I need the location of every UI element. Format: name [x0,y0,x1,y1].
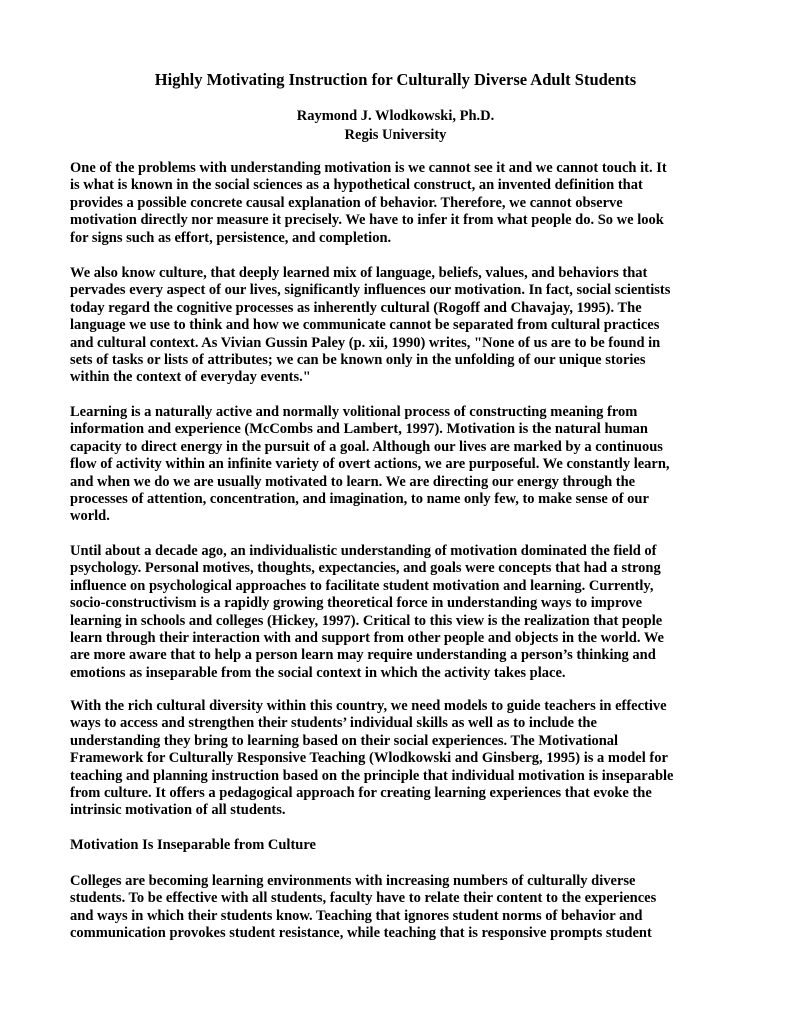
text-line: socio-constructivism is a rapidly growing theoretical force in understanding ways to improve [70,595,643,612]
text-line: students. To be effective with all students, faculty have to relate their content to the experiences [70,890,657,907]
text-line: for signs such as effort, persistence, and completion. [70,229,392,246]
text-line: understanding they bring to learning based on their social experiences. The Motivational [70,732,619,749]
document-title: Highly Motivating Instruction for Culturally Diverse Adult Students [154,70,637,89]
text-line: learn through their interaction with and support from other people and objects in the world. We [70,630,664,647]
text-line: and when we do we are usually motivated to learn. We are directing our energy through the [70,473,636,490]
text-line: information and experience (McCombs and Lambert, 1997). Motivation is the natural human [70,421,648,438]
text-line: sets of tasks or lists of attributes; we can be known only in the unfolding of our unique stories [70,352,646,369]
text-line: and cultural context. As Vivian Gussin Paley (p. xii, 1990) writes, "None of us are to be found in [70,334,661,351]
text-line: within the context of everyday events." [70,369,311,386]
text-line: capacity to direct energy in the pursuit of a goal. Although our lives are marked by a continuous [70,438,663,455]
text-line: Learning is a naturally active and normally volitional process of constructing meaning from [70,404,638,420]
text-line: and ways in which their students know. Teaching that ignores student norms of behavior and [70,907,643,924]
text-line: pervades every aspect of our lives, significantly influences our motivation. In fact, social scientists [70,282,671,299]
author-name: Raymond J. Wlodkowski, Ph.D. [296,108,495,124]
text-line: psychology. Personal motives, thoughts, expectancies, and goals were concepts that had a strong [70,560,661,577]
text-line: With the rich cultural diversity within this country, we need models to guide teachers in effective [70,698,667,714]
text-line: from culture. It offers a pedagogical approach for creating learning experiences that evoke the [70,785,652,802]
text-line: today regard the cognitive processes as inherently cultural (Rogoff and Chavajay, 1995). The [70,299,642,316]
text-line: Colleges are becoming learning environments with increasing numbers of culturally diverse [70,873,636,889]
text-line: We also know culture, that deeply learned mix of language, beliefs, values, and behaviors that [70,265,648,281]
text-line: communication provokes student resistance, while teaching that is responsive prompts student [70,925,652,942]
paragraph [70,543,740,682]
text-line: emotions as inseparable from the social context in which the activity takes place. [70,664,566,681]
paragraph [70,265,740,387]
text-line: processes of attention, concentration, and imagination, to name only few, to make sense of our [70,491,649,508]
text-line: ways to access and strengthen their students’ individual skills as well as to include the [70,715,597,732]
text-line: intrinsic motivation of all students. [70,802,286,819]
author-affiliation: Regis University [344,127,447,143]
text-line: provides a possible concrete causal explanation of behavior. Therefore, we cannot observe [70,194,623,211]
text-line: teaching and planning instruction based on the principle that individual motivation is inseparable [70,767,674,784]
author-block [0,107,791,145]
text-line: influence on psychological approaches to facilitate student motivation and learning. Currently, [70,577,654,594]
paragraph [70,698,740,820]
text-line: world. [70,508,110,525]
paragraph [70,160,740,247]
section-heading: Motivation Is Inseparable from Culture [70,837,316,853]
text-line: Until about a decade ago, an individualistic understanding of motivation dominated the field of [70,543,657,559]
text-line: motivation directly nor measure it precisely. We have to infer it from what people do. So we look [70,212,664,229]
text-line: language we use to think and how we communicate cannot be separated from cultural practices [70,317,660,334]
text-line: flow of activity within an infinite variety of overt actions, we are purposeful. We constantly learn, [70,456,670,473]
text-line: One of the problems with understanding motivation is we cannot see it and we cannot touch it. It [70,160,667,176]
text-line: Framework for Culturally Responsive Teaching (Wlodkowski and Ginsberg, 1995) is a model for [70,750,668,767]
text-line: learning in schools and colleges (Hickey, 1997). Critical to this view is the realization that people [70,612,663,629]
text-line: is what is known in the social sciences as a hypothetical construct, an invented definition that [70,177,643,194]
paragraph [70,404,740,526]
text-line: are more aware that to help a person learn may require understanding a person’s thinking and [70,647,656,664]
paragraph [70,873,740,943]
